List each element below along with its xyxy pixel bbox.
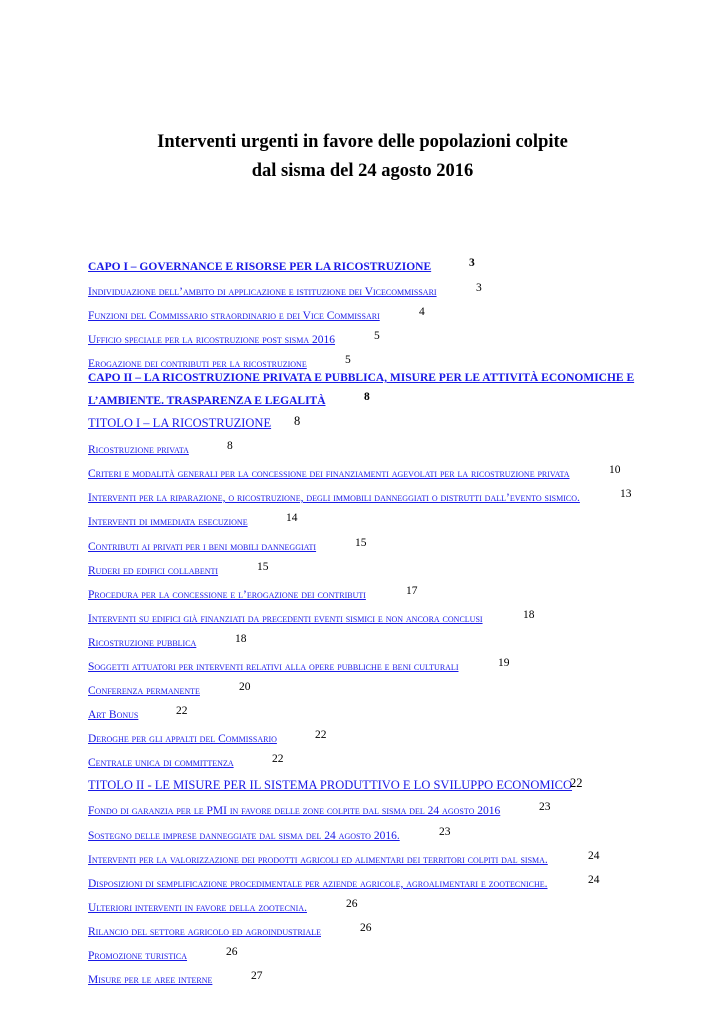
toc-entry bbox=[88, 705, 188, 723]
toc-page-number: 24 bbox=[588, 850, 600, 862]
toc-entry bbox=[88, 657, 510, 675]
toc-link[interactable]: Deroghe per gli appalti del Commissario bbox=[88, 733, 277, 745]
toc-page-number: 14 bbox=[286, 512, 298, 524]
toc-link[interactable]: Disposizioni di semplificazione procedimentale per aziende agricole, agroalimentari e zootecniche. bbox=[88, 878, 548, 890]
toc-entry bbox=[88, 440, 233, 458]
toc-page-number: 26 bbox=[226, 946, 238, 958]
toc-page-number: 17 bbox=[406, 585, 418, 597]
toc-link[interactable]: Erogazione dei contributi per la ricostruzione bbox=[88, 358, 307, 370]
toc-link[interactable]: Funzioni del Commissario straordinario e dei Vice Commissari bbox=[88, 310, 380, 322]
toc-page-number: 22 bbox=[272, 753, 284, 765]
toc-page-number: 19 bbox=[498, 657, 510, 669]
toc-entry bbox=[88, 512, 298, 530]
toc-entry bbox=[88, 970, 263, 988]
toc-page-number: 20 bbox=[239, 681, 251, 693]
toc-entry bbox=[88, 898, 358, 916]
toc-link[interactable]: CAPO I – GOVERNANCE E RISORSE PER LA RICOSTRUZIONE bbox=[88, 261, 432, 273]
toc-page-number: 5 bbox=[374, 330, 380, 342]
toc-entry bbox=[88, 561, 269, 579]
toc-link[interactable]: Individuazione dell’ambito di applicazione e istituzione dei Vicecommissari bbox=[88, 286, 437, 298]
toc-entry bbox=[88, 801, 551, 819]
toc-page-number: 18 bbox=[523, 609, 535, 621]
toc-page-number: 8 bbox=[227, 440, 233, 452]
toc-page-number: 26 bbox=[346, 898, 358, 910]
toc-page-number: 8 bbox=[364, 391, 370, 403]
toc-entry bbox=[88, 922, 372, 940]
toc-link[interactable]: Ricostruzione privata bbox=[88, 444, 189, 456]
toc-page-number: 4 bbox=[419, 306, 425, 318]
toc-link[interactable]: Ulteriori interventi in favore della zootecnia. bbox=[88, 902, 307, 914]
toc-link[interactable]: Soggetti attuatori per interventi relativi alla opere pubbliche e beni culturali bbox=[88, 661, 459, 673]
toc-link[interactable]: Interventi su edifici già finanziati da precedenti eventi sismici e non ancora conclusi bbox=[88, 613, 483, 625]
toc-page-number: 3 bbox=[469, 257, 475, 269]
toc-entry bbox=[88, 282, 482, 300]
toc-entry bbox=[88, 537, 367, 555]
toc-page-number: 3 bbox=[476, 282, 482, 294]
toc-entry bbox=[88, 946, 238, 964]
toc-link[interactable]: Interventi di immediata esecuzione bbox=[88, 516, 248, 528]
toc-link[interactable]: TITOLO II - LE MISURE PER IL SISTEMA PRODUTTIVO E LO SVILUPPO ECONOMICO bbox=[88, 778, 573, 792]
toc-page-number: 22 bbox=[315, 729, 327, 741]
toc-entry bbox=[88, 850, 600, 868]
toc-entry bbox=[88, 826, 451, 844]
toc-link[interactable]: Contributi ai privati per i beni mobili danneggiati bbox=[88, 541, 317, 553]
title-line-1: Interventi urgenti in favore delle popolazioni colpite bbox=[157, 132, 568, 152]
toc-page-number: 23 bbox=[439, 826, 451, 838]
toc-page-number: 18 bbox=[235, 633, 247, 645]
toc-link[interactable]: Interventi per la riparazione, o ricostruzione, degli immobili danneggiati o distrutti dall’evento sismico. bbox=[88, 492, 580, 504]
toc-entry bbox=[88, 753, 284, 771]
toc-entry bbox=[88, 488, 632, 506]
toc-page-number: 23 bbox=[539, 801, 551, 813]
toc-link[interactable]: Rilancio del settore agricolo ed agroindustriale bbox=[88, 926, 321, 938]
toc-link[interactable]: Art Bonus bbox=[88, 709, 139, 721]
toc-link[interactable]: Sostegno delle imprese danneggiate dal sisma del 24 agosto 2016. bbox=[88, 830, 400, 842]
toc-page-number: 24 bbox=[588, 874, 600, 886]
toc-link[interactable]: Centrale unica di committenza bbox=[88, 757, 234, 769]
toc-page-number: 27 bbox=[251, 970, 263, 982]
toc-page-number: 15 bbox=[355, 537, 367, 549]
toc-entry bbox=[88, 609, 535, 627]
toc-entry bbox=[88, 391, 370, 409]
toc-link[interactable]: TITOLO I – LA RICOSTRUZIONE bbox=[88, 416, 272, 430]
toc-page-number: 15 bbox=[257, 561, 269, 573]
toc-entry bbox=[88, 306, 425, 324]
toc-page-number: 22 bbox=[570, 776, 583, 790]
toc-link[interactable]: Ricostruzione pubblica bbox=[88, 637, 197, 649]
toc-link[interactable]: L’AMBIENTE. TRASPARENZA E LEGALITÀ bbox=[88, 395, 326, 407]
toc-entry bbox=[88, 874, 600, 892]
toc-page-number: 10 bbox=[609, 464, 621, 476]
toc-entry bbox=[88, 330, 380, 348]
toc-entry bbox=[88, 257, 475, 275]
toc-entry bbox=[88, 776, 583, 794]
toc-entry bbox=[88, 585, 418, 603]
toc-entry bbox=[88, 633, 247, 651]
toc-link[interactable]: Promozione turistica bbox=[88, 950, 188, 962]
toc-entry bbox=[88, 729, 327, 747]
toc-page-number: 13 bbox=[620, 488, 632, 500]
toc-page-number: 5 bbox=[345, 354, 351, 366]
document-title bbox=[0, 128, 725, 186]
title-line-2: dal sisma del 24 agosto 2016 bbox=[251, 161, 474, 181]
toc-link[interactable]: Ruderi ed edifici collabenti bbox=[88, 565, 219, 577]
toc-link[interactable]: CAPO II – LA RICOSTRUZIONE PRIVATA E PUBBLICA, MISURE PER LE ATTIVITÀ ECONOMICHE E bbox=[88, 372, 635, 384]
toc-entry bbox=[88, 464, 621, 482]
toc-entry bbox=[88, 414, 301, 432]
toc-page-number: 22 bbox=[176, 705, 188, 717]
toc-link[interactable]: Procedura per la concessione e l’erogazione dei contributi bbox=[88, 589, 366, 601]
toc-link[interactable]: Ufficio speciale per la ricostruzione post sisma 2016 bbox=[88, 334, 336, 346]
toc-entry bbox=[88, 681, 251, 699]
toc-entry bbox=[88, 368, 634, 386]
toc-link[interactable]: Criteri e modalità generali per la concessione dei finanziamenti agevolati per la ricostruzione privata bbox=[88, 468, 570, 480]
toc-link[interactable]: Conferenza permanente bbox=[88, 685, 200, 697]
toc-link[interactable]: Interventi per la valorizzazione dei prodotti agricoli ed alimentari dei territori colpiti dal sisma. bbox=[88, 854, 548, 866]
toc-page-number: 8 bbox=[294, 414, 301, 428]
toc-page-number: 26 bbox=[360, 922, 372, 934]
toc-link[interactable]: Misure per le aree interne bbox=[88, 974, 213, 986]
toc-link[interactable]: Fondo di garanzia per le PMI in favore delle zone colpite dal sisma del 24 agosto 2016 bbox=[88, 805, 501, 817]
